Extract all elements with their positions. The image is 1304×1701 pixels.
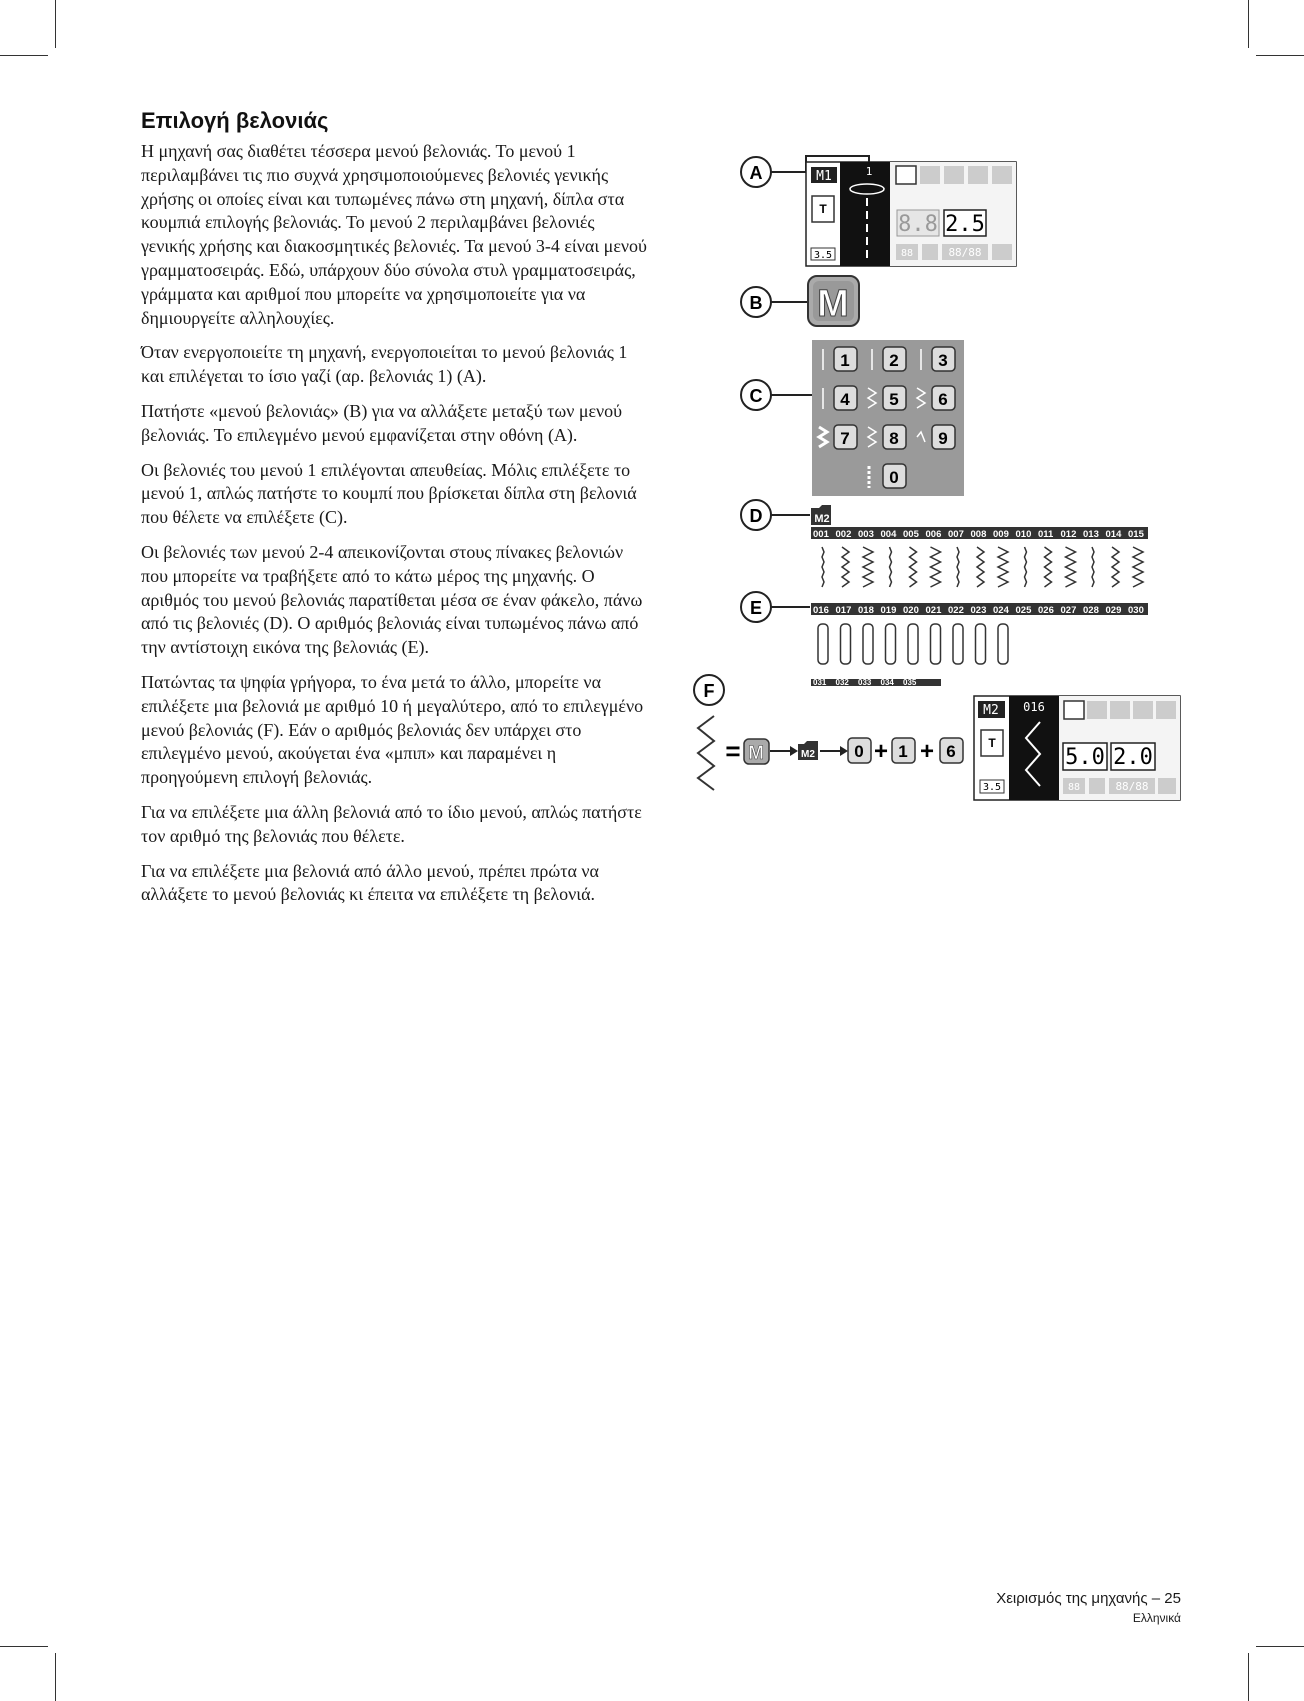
svg-text:A: A	[749, 163, 763, 183]
stitch-symbol	[1045, 547, 1052, 587]
stitch-number-label: 022	[948, 605, 964, 616]
sequence-folder	[798, 741, 818, 760]
stitch-symbol	[842, 547, 849, 587]
lcd-display-f	[974, 696, 1180, 800]
footer-language: Ελληνικά	[1132, 1611, 1181, 1625]
svg-text:M2: M2	[801, 749, 815, 760]
stitch-number-label: 015	[1128, 529, 1144, 540]
stitch-table-row-d	[811, 527, 1148, 587]
key-1[interactable]	[834, 347, 857, 371]
stitch-number-label: 027	[1060, 605, 1077, 616]
key-9[interactable]	[932, 425, 955, 449]
crop-mark	[1248, 0, 1249, 48]
key-8[interactable]	[883, 425, 906, 449]
stitch-number-label: 005	[903, 529, 919, 540]
page-title: Επιλογή βελονιάς	[141, 108, 329, 133]
svg-text:B: B	[749, 293, 763, 313]
svg-text:D: D	[749, 506, 763, 526]
stitch-symbol	[931, 547, 941, 587]
key-2[interactable]	[883, 347, 906, 371]
stitch-symbol	[1025, 547, 1027, 587]
svg-text:E: E	[749, 598, 763, 618]
plus-sign: +	[873, 738, 889, 765]
svg-text:5: 5	[889, 390, 899, 409]
svg-text:3: 3	[938, 351, 948, 370]
svg-text:2: 2	[889, 351, 899, 370]
stitch-number-label: 007	[948, 529, 964, 540]
stitch-symbol	[1066, 547, 1076, 587]
sequence-key-6	[940, 738, 963, 763]
stitch-number: 016	[1023, 700, 1045, 714]
svg-text:0: 0	[889, 468, 899, 487]
stitch-number-label: 034	[880, 678, 894, 687]
width-value: 2.5	[945, 212, 985, 237]
stitch-symbol	[1112, 547, 1119, 587]
paragraph: Οι βελονιές των μενού 2-4 απεικονίζονται στους πίνακες βελονιών που μπορείτε να τραβήξετε από το κάτω μέρος της μηχανής. Ο αριθμός του μενού βελονιάς παρατίθεται μέσα σε έναν φάκελο, πάνω από τις βελονιές (D). Ο αριθμός βελονιάς είναι τυπωμένος πάνω από την αντίστοιχη εικόνα της βελονιάς (E).	[141, 541, 643, 658]
stitch-symbol	[953, 624, 963, 664]
key-7[interactable]	[834, 425, 857, 449]
key-6[interactable]	[932, 386, 955, 410]
stitch-symbol	[976, 624, 986, 664]
stitch-number-label: 006	[925, 529, 942, 540]
svg-text:6: 6	[938, 390, 948, 409]
svg-text:M2: M2	[814, 513, 830, 525]
crop-mark	[0, 55, 48, 56]
svg-text:88: 88	[900, 248, 914, 259]
svg-text:T: T	[819, 202, 827, 216]
svg-text:T: T	[988, 736, 996, 750]
svg-text:1: 1	[840, 351, 850, 370]
paragraph: Οι βελονιές του μενού 1 επιλέγονται απευθείας. Μόλις επιλέξετε το μενού 1, απλώς πατήστε το κουμπί που βρίσκεται δίπλα στη βελονιά που θέλετε να επιλέξετε (C).	[141, 459, 637, 528]
width-value: 2.0	[1113, 745, 1153, 770]
svg-text:6: 6	[946, 742, 956, 761]
stitch-number-label: 018	[858, 605, 874, 616]
stitch-symbol	[890, 547, 892, 587]
svg-text:4: 4	[840, 390, 850, 409]
foot-indicator: 3.5	[813, 250, 833, 261]
stitch-number-label: 020	[903, 605, 919, 616]
stitch-number-label: 001	[813, 529, 829, 540]
callout-c	[741, 380, 812, 410]
stitch-number-label: 023	[970, 605, 987, 616]
paragraph: Για να επιλέξετε μια άλλη βελονιά από το ίδιο μενού, απλώς πατήστε τον αριθμό της βελονιάς που θέλετε.	[141, 801, 642, 846]
stitch-number-label: 033	[858, 678, 872, 687]
stitch-number-label: 035	[903, 678, 917, 687]
paragraph: Η μηχανή σας διαθέτει τέσσερα μενού βελονιάς. Το μενού 1 περιλαμβάνει τις πιο συχνά χρησιμοποιούμενες βελονιές γενικής χρήσης οι οποίες είναι και τυπωμένες πάνω στη μηχανή, δίπλα στα κουμπιά επιλογής βελονιάς. Το μενού 2 περιλαμβάνει βελονιές γενικής χρήσης και διακοσμητικές βελονιές. Τα μενού 3-4 είναι μενού γραμματοσειράς. Εδώ, υπάρχουν δύο σύνολα στυλ γραμματοσειράς, γράμματα και αριθμοί που μπορείτε να χρησιμοποιείτε για να δημιουργείτε αλληλουχίες.	[141, 141, 647, 328]
svg-text:0: 0	[854, 742, 864, 761]
lcd-display-a	[806, 162, 1016, 266]
svg-text:M: M	[748, 743, 764, 764]
stitch-number-label: 014	[1105, 529, 1122, 540]
svg-text:7: 7	[840, 429, 850, 448]
stitch-number-label: 028	[1083, 605, 1099, 616]
stitch-number-label: 010	[1015, 529, 1032, 540]
sequence-menu-button	[744, 739, 769, 764]
sequence-key-0	[848, 738, 871, 763]
svg-text:8: 8	[889, 429, 899, 448]
callout-e	[741, 592, 810, 622]
stitch-number-label: 009	[993, 529, 1009, 540]
callout-d	[741, 500, 810, 530]
stitch-symbol	[998, 547, 1008, 587]
stitch-number-label: 021	[925, 605, 942, 616]
paragraph: Όταν ενεργοποιείτε τη μηχανή, ενεργοποιείται το μενού βελονιάς 1 και επιλέγεται το ίσιο γαζί (αρ. βελονιάς 1) (A).	[141, 342, 628, 387]
stitch-number-label: 008	[970, 529, 987, 540]
stitch-number-label: 030	[1128, 605, 1144, 616]
key-3[interactable]	[932, 347, 955, 371]
key-4[interactable]	[834, 386, 857, 410]
svg-text:M: M	[817, 283, 849, 325]
stitch-symbol	[910, 547, 917, 587]
stitch-number: 1	[865, 165, 873, 178]
paragraph: Για να επιλέξετε μια βελονιά από άλλο μενού, πρέπει πρώτα να αλλάξετε το μενού βελονιάς κι έπειτα να επιλέξετε τη βελονιά.	[141, 860, 599, 905]
crop-mark	[0, 1646, 48, 1647]
stitch-number-label: 003	[858, 529, 874, 540]
stitch-number-label: 016	[813, 605, 829, 616]
stitch-symbol	[818, 624, 828, 664]
stitch-number-label: 013	[1083, 529, 1099, 540]
body-text	[141, 140, 651, 918]
stitch-number-label: 004	[880, 529, 897, 540]
stitch-number-label: 031	[813, 678, 827, 687]
stitch-symbol	[998, 624, 1008, 664]
stitch-number-label: 029	[1105, 605, 1122, 616]
stitch-symbol	[886, 624, 896, 664]
stitch-table-row-e	[811, 603, 1148, 687]
stitch-number-label: 012	[1060, 529, 1077, 540]
stitch-symbol	[1092, 547, 1094, 587]
callout-f	[694, 675, 724, 705]
length-value: 8.8	[898, 212, 938, 237]
menu-button[interactable]	[808, 276, 859, 326]
menu-indicator: M2	[983, 703, 999, 718]
svg-text:F: F	[703, 681, 715, 701]
key-5[interactable]	[883, 386, 906, 410]
stitch-number-label: 025	[1015, 605, 1032, 616]
stitch-symbol	[977, 547, 984, 587]
counter: 88/88	[948, 246, 982, 259]
counter: 88/88	[1115, 780, 1149, 793]
stitch-number-label: 024	[993, 605, 1009, 616]
foot-indicator: 3.5	[982, 782, 1002, 793]
stitch-number-label: 019	[880, 605, 897, 616]
stitch-number-label: 017	[835, 605, 852, 616]
crop-mark	[1256, 55, 1304, 56]
equals-sign: =	[725, 736, 741, 766]
stitch-number-label: 011	[1038, 529, 1054, 540]
stitch-symbol	[931, 624, 941, 664]
stitch-symbol	[863, 624, 873, 664]
menu-folder-label	[811, 505, 831, 525]
svg-text:1: 1	[898, 742, 908, 761]
stitch-symbol	[822, 547, 824, 587]
stitch-symbol	[957, 547, 959, 587]
stitch-symbol	[863, 547, 873, 587]
key-sequence	[698, 716, 963, 790]
page-footer: Χειρισμός της μηχανής – 25	[996, 1590, 1181, 1607]
svg-text:C: C	[749, 386, 763, 406]
crop-mark	[1256, 1646, 1304, 1647]
stitch-symbol	[841, 624, 851, 664]
crop-mark	[1248, 1653, 1249, 1701]
svg-text:88: 88	[1067, 782, 1081, 793]
stitch-number-label: 032	[835, 678, 849, 687]
plus-sign: +	[919, 738, 935, 765]
paragraph: Πατήστε «μενού βελονιάς» (B) για να αλλάξετε μεταξύ των μενού βελονιάς. Το επιλεγμένο μενού εμφανίζεται στην οθόνη (A).	[141, 400, 623, 445]
svg-text:9: 9	[938, 429, 948, 448]
stitch-number-label: 002	[835, 529, 852, 540]
crop-mark	[55, 0, 56, 48]
stitch-symbol	[908, 624, 918, 664]
crop-mark	[55, 1653, 56, 1701]
length-value: 5.0	[1065, 745, 1105, 770]
stitch-keypad	[812, 340, 964, 496]
key-0[interactable]	[883, 464, 906, 488]
stitch-number-label: 026	[1038, 605, 1054, 616]
callout-b	[741, 287, 808, 317]
menu-indicator: M1	[816, 169, 832, 184]
stitch-symbol	[1133, 547, 1143, 587]
sequence-key-1	[892, 738, 915, 763]
paragraph: Πατώντας τα ψηφία γρήγορα, το ένα μετά το άλλο, μπορείτε να επιλέξετε μια βελονιά με αριθμό 10 ή μεγαλύτερο, από το επιλεγμένο μενού βελονιάς (F). Εάν ο αριθμός βελονιάς δεν υπάρχει στο επιλεγμένο μενού, ακούγεται ένα «μπιπ» και παραμένει η προηγούμενη επιλογή βελονιάς.	[141, 671, 644, 788]
